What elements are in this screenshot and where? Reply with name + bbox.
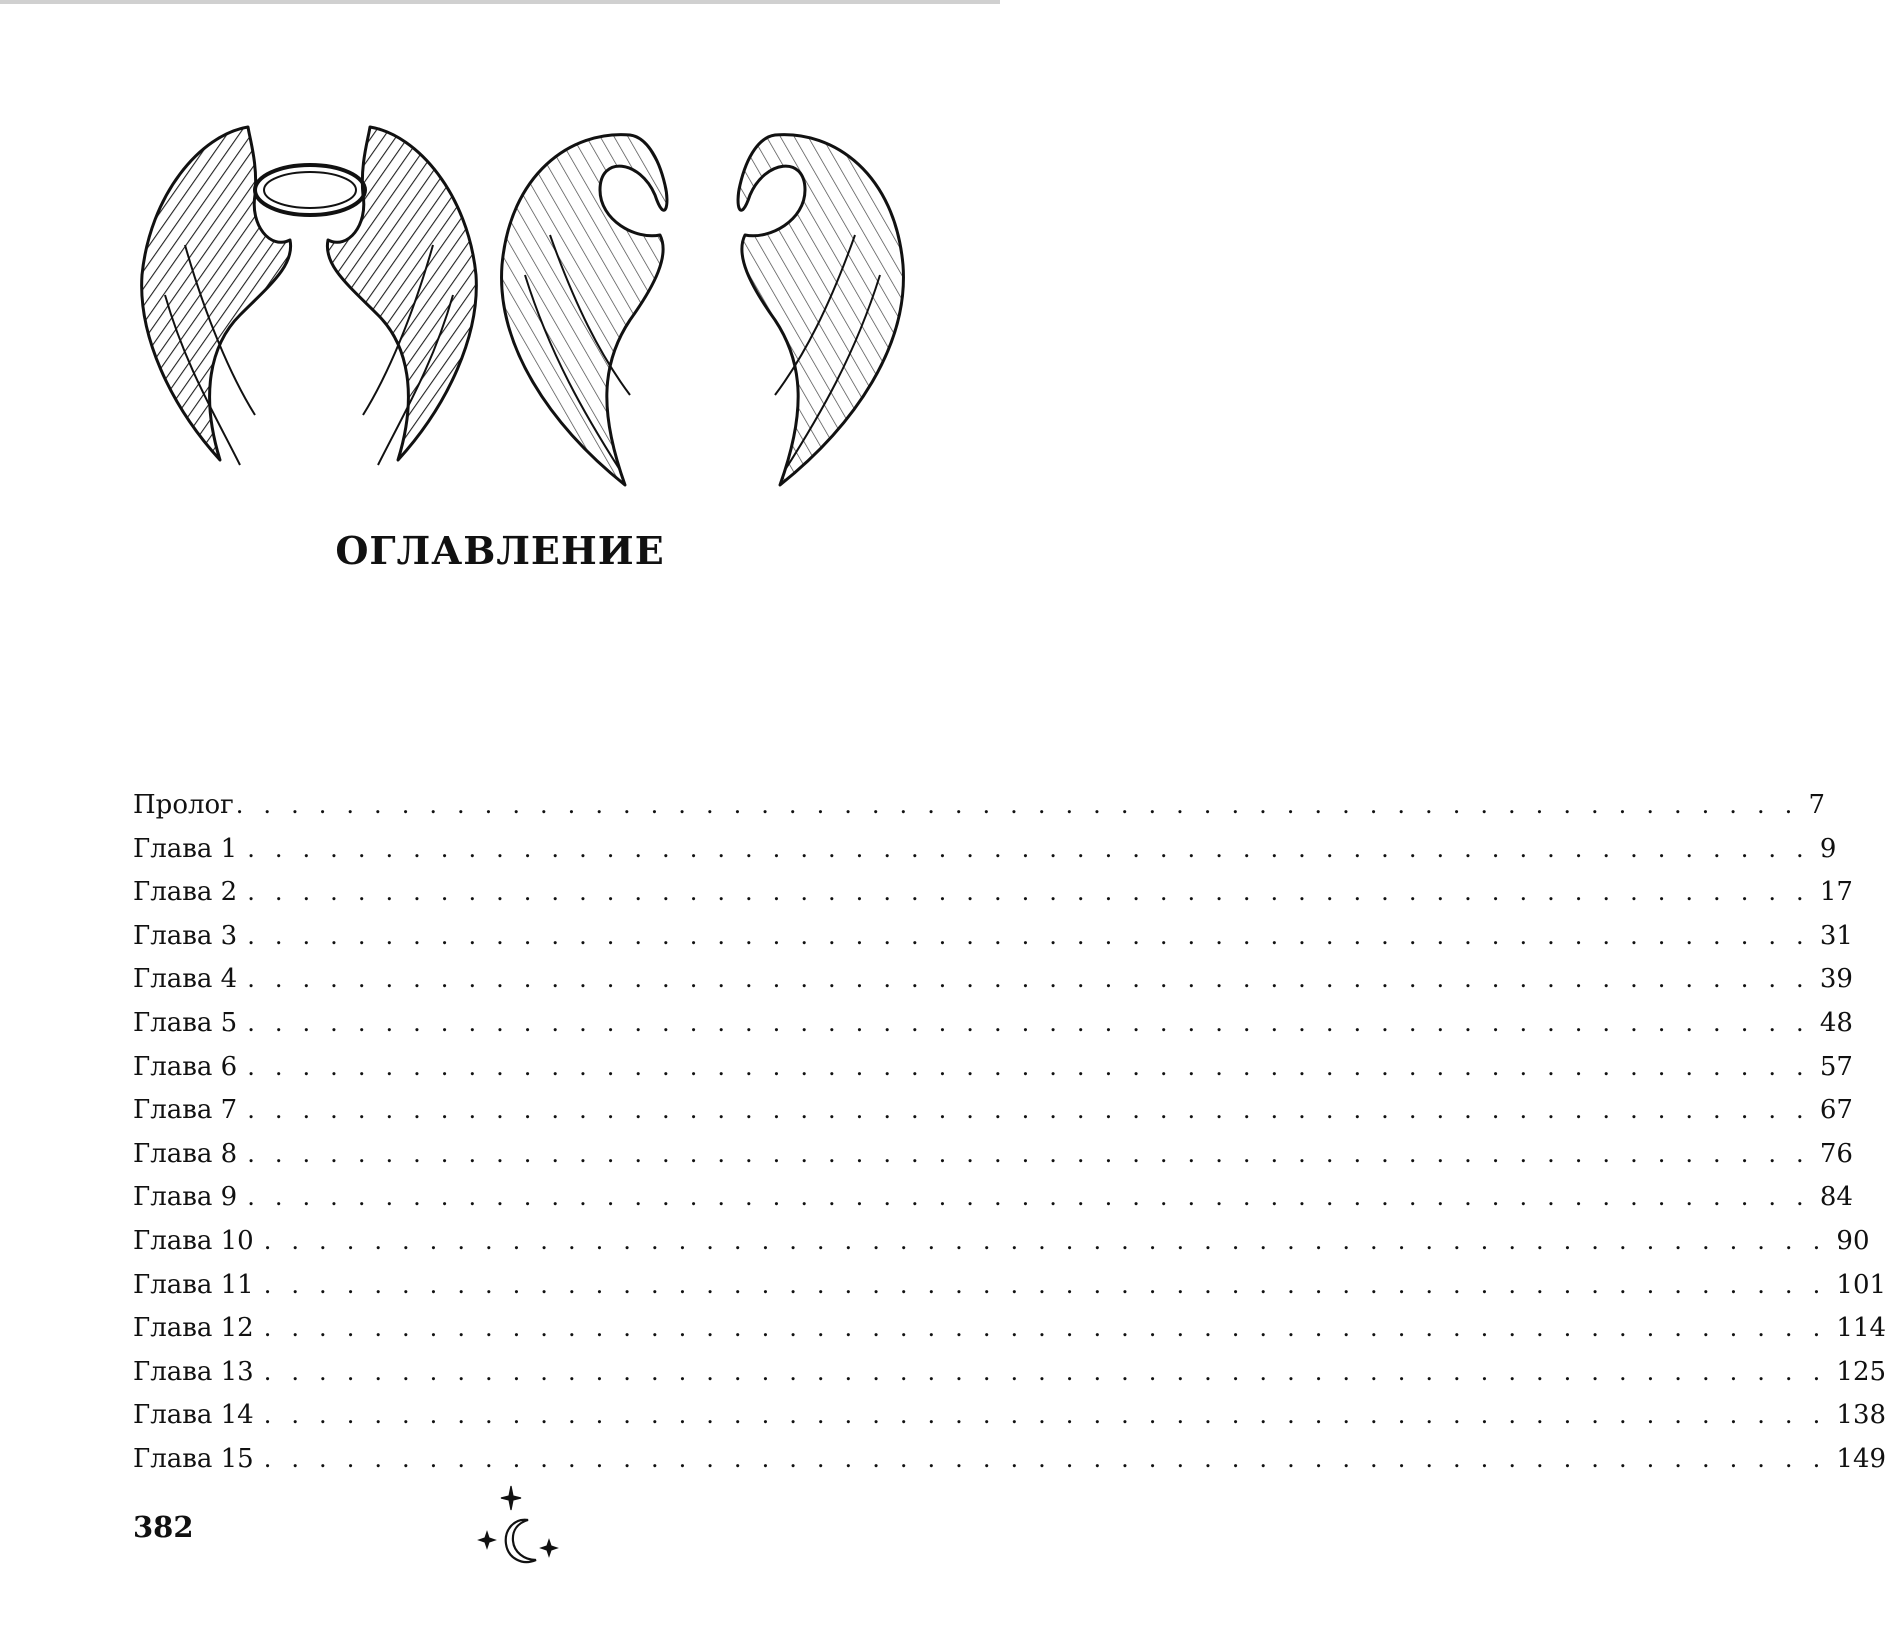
wings-with-halo <box>142 127 477 465</box>
toc-entry-page: 90 <box>1836 1225 1870 1256</box>
toc-entry <box>133 1002 1853 1046</box>
toc-entry-label: Глава 14 <box>133 1400 254 1431</box>
toc-leader-dots: . . . . . . . . . . . . . . . . . . . . . . . . . . . . . . . . . . . . . . . . . . . . . . . . . . . . . . . . . <box>247 878 1810 907</box>
toc-entry-label: Пролог <box>133 790 234 820</box>
angel-wings-icon <box>130 115 910 515</box>
toc-entry <box>133 784 1825 828</box>
page-number: 382 <box>133 1510 194 1544</box>
toc-leader-dots: . . . . . . . . . . . . . . . . . . . . . . . . . . . . . . . . . . . . . . . . . . . . . . . . . . . . . . . . . <box>247 1008 1810 1037</box>
toc-entry <box>133 958 1853 1002</box>
toc-leader-dots: . . . . . . . . . . . . . . . . . . . . . . . . . . . . . . . . . . . . . . . . . . . . . . . . . . . . . . . . . <box>247 1052 1810 1081</box>
toc-entry <box>133 1220 1870 1264</box>
toc-entry <box>133 871 1853 915</box>
toc-entry-label: Глава 2 <box>133 877 238 908</box>
table-of-contents <box>133 784 1886 1482</box>
toc-entry-page: 9 <box>1819 833 1837 864</box>
toc-entry-label: Глава 7 <box>133 1095 238 1126</box>
toc-entry-page: 125 <box>1836 1356 1886 1387</box>
toc-entry-label: Глава 15 <box>133 1443 254 1474</box>
toc-entry <box>133 1264 1886 1308</box>
toc-entry <box>133 1089 1853 1133</box>
curled-wings <box>502 135 904 485</box>
toc-entry <box>133 915 1853 959</box>
toc-leader-dots: . . . . . . . . . . . . . . . . . . . . . . . . . . . . . . . . . . . . . . . . . . . . . . . . . . . . . . . . . <box>263 1401 1827 1430</box>
crescent-moon-stars-icon <box>476 1480 566 1576</box>
toc-entry <box>133 1176 1853 1220</box>
toc-entry-label: Глава 1 <box>133 833 238 864</box>
toc-entry <box>133 828 1837 872</box>
toc-entry-page: 138 <box>1836 1400 1886 1431</box>
toc-entry <box>133 1046 1853 1090</box>
toc-entry <box>133 1307 1886 1351</box>
toc-leader-dots: . . . . . . . . . . . . . . . . . . . . . . . . . . . . . . . . . . . . . . . . . . . . . . . . . . . . . . . . . <box>247 1183 1810 1212</box>
toc-entry-label: Глава 13 <box>133 1356 254 1387</box>
toc-entry-page: 149 <box>1836 1443 1886 1474</box>
toc-entry-page: 57 <box>1819 1051 1853 1082</box>
toc-entry-label: Глава 8 <box>133 1138 238 1169</box>
toc-entry-label: Глава 6 <box>133 1051 238 1082</box>
toc-entry-page: 84 <box>1819 1182 1853 1213</box>
toc-entry-label: Глава 12 <box>133 1313 254 1344</box>
toc-entry <box>133 1351 1886 1395</box>
toc-leader-dots: . . . . . . . . . . . . . . . . . . . . . . . . . . . . . . . . . . . . . . . . . . . . . . . . . . . . . . . . . <box>235 791 1799 819</box>
toc-entry-label: Глава 10 <box>133 1225 254 1256</box>
toc-entry-page: 31 <box>1819 920 1853 951</box>
toc-entry-label: Глава 3 <box>133 920 238 951</box>
toc-leader-dots: . . . . . . . . . . . . . . . . . . . . . . . . . . . . . . . . . . . . . . . . . . . . . . . . . . . . . . . . . <box>263 1357 1827 1386</box>
toc-entry-label: Глава 4 <box>133 964 238 995</box>
toc-leader-dots: . . . . . . . . . . . . . . . . . . . . . . . . . . . . . . . . . . . . . . . . . . . . . . . . . . . . . . . . . <box>247 965 1810 994</box>
toc-entry-page: 48 <box>1819 1007 1853 1038</box>
toc-entry <box>133 1133 1853 1177</box>
page-title: ОГЛАВЛЕНИЕ <box>335 528 665 573</box>
toc-entry-page: 67 <box>1819 1095 1853 1126</box>
toc-entry-label: Глава 11 <box>133 1269 254 1300</box>
toc-leader-dots: . . . . . . . . . . . . . . . . . . . . . . . . . . . . . . . . . . . . . . . . . . . . . . . . . . . . . . . . . <box>263 1226 1827 1255</box>
toc-leader-dots: . . . . . . . . . . . . . . . . . . . . . . . . . . . . . . . . . . . . . . . . . . . . . . . . . . . . . . . . . <box>263 1314 1827 1343</box>
toc-entry-page: 76 <box>1819 1138 1853 1169</box>
toc-leader-dots: . . . . . . . . . . . . . . . . . . . . . . . . . . . . . . . . . . . . . . . . . . . . . . . . . . . . . . . . . <box>247 834 1810 863</box>
toc-leader-dots: . . . . . . . . . . . . . . . . . . . . . . . . . . . . . . . . . . . . . . . . . . . . . . . . . . . . . . . . . <box>247 921 1810 950</box>
toc-leader-dots: . . . . . . . . . . . . . . . . . . . . . . . . . . . . . . . . . . . . . . . . . . . . . . . . . . . . . . . . . <box>263 1270 1827 1299</box>
top-border <box>0 0 1000 4</box>
toc-entry-page: 7 <box>1808 790 1825 820</box>
toc-entry-page: 101 <box>1836 1269 1886 1300</box>
toc-entry-page: 39 <box>1819 964 1853 995</box>
toc-entry <box>133 1394 1886 1438</box>
toc-leader-dots: . . . . . . . . . . . . . . . . . . . . . . . . . . . . . . . . . . . . . . . . . . . . . . . . . . . . . . . . . <box>263 1444 1827 1473</box>
toc-leader-dots: . . . . . . . . . . . . . . . . . . . . . . . . . . . . . . . . . . . . . . . . . . . . . . . . . . . . . . . . . <box>247 1139 1810 1168</box>
toc-entry-label: Глава 9 <box>133 1182 238 1213</box>
toc-entry-page: 17 <box>1819 877 1853 908</box>
toc-entry-page: 114 <box>1836 1313 1886 1344</box>
toc-entry <box>133 1438 1886 1482</box>
toc-leader-dots: . . . . . . . . . . . . . . . . . . . . . . . . . . . . . . . . . . . . . . . . . . . . . . . . . . . . . . . . . <box>247 1096 1810 1125</box>
toc-entry-label: Глава 5 <box>133 1007 238 1038</box>
